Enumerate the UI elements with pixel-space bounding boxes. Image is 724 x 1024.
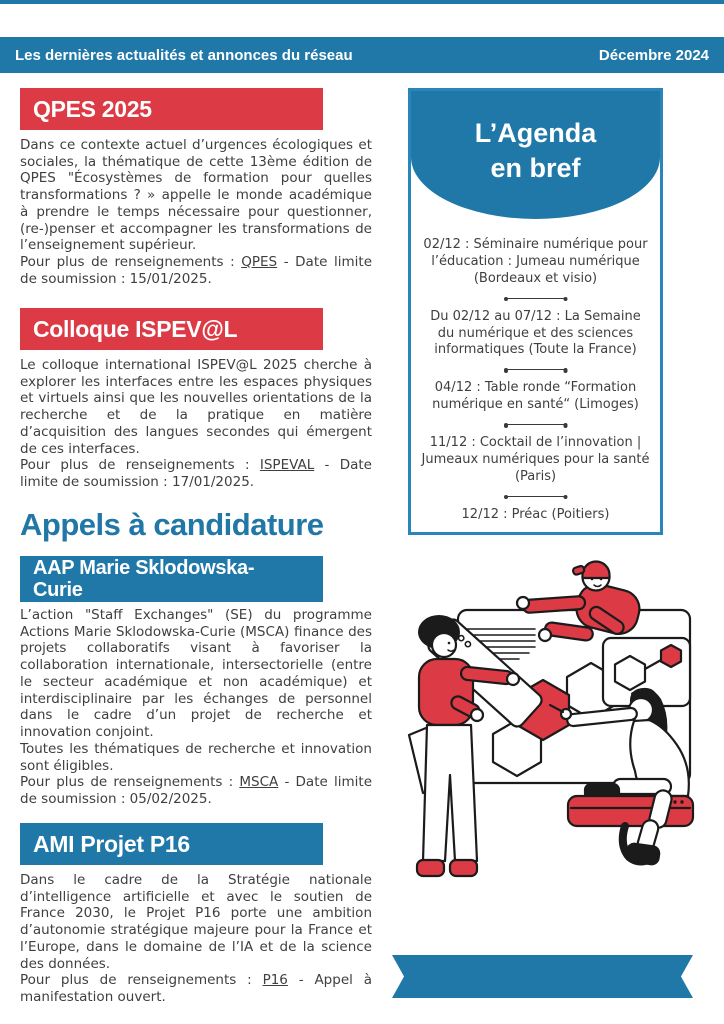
top-banner [0, 37, 724, 73]
qpes-body: Dans ce contexte actuel d’urgences écologiques et sociales, la thématique de cette 13ème édition de QPES "Écosystèmes de formation pour quelles transformations ? » appelle le monde académique à prendre le temps nécessaire pour questionner, (re-)penser et accompagner les transformations de l’enseignement supérieur. [20, 137, 372, 254]
msca-body2: Toutes les thématiques de recherche et innovation sont éligibles. [20, 740, 372, 774]
qpes-info-suffix: - Date limite de soumission : 15/01/2025. [20, 254, 373, 287]
ispeval-section-text [20, 357, 372, 491]
ispeval-link[interactable]: ISPEVAL [259, 457, 315, 474]
agenda-items [411, 219, 660, 524]
qpes-info-line [20, 254, 372, 287]
ispeval-section-banner [20, 308, 323, 350]
appels-heading: Appels à candidature [20, 507, 324, 542]
agenda-item: 12/12 : Préac (Poitiers) [461, 506, 610, 522]
agenda-item: 11/12 : Cocktail de l’innovation | Jumeaux numériques pour la santé (Paris) [421, 435, 650, 484]
qpes-section-title: QPES 2025 [33, 95, 152, 122]
agenda-item: Du 02/12 au 07/12 : La Semaine du numérique et des sciences informatiques (Toute la France) [430, 308, 641, 358]
team-collaboration-illustration [405, 543, 705, 893]
p16-section-title: AMI Projet P16 [33, 830, 190, 857]
p16-link[interactable]: P16 [262, 972, 288, 989]
qpes-section-text [20, 137, 372, 288]
agenda-divider [504, 422, 568, 427]
top-edge-strip [0, 0, 724, 4]
ispeval-info-prefix: Pour plus de renseignements : [20, 457, 260, 474]
agenda-header [411, 91, 660, 219]
qpes-link[interactable]: QPES [241, 254, 278, 271]
qpes-section-banner [20, 88, 323, 130]
bottom-ribbon [392, 955, 693, 998]
msca-info-suffix: - Date limite de soumission : 05/02/2025. [20, 774, 372, 808]
msca-section-title: AAP Marie Sklodowska-Curie [33, 556, 255, 601]
msca-info-line [20, 774, 372, 807]
agenda-box [408, 88, 663, 535]
p16-section-text [20, 872, 372, 1006]
p16-info-line [20, 972, 372, 1005]
p16-info-suffix: - Appel à manifestation ouvert. [20, 972, 372, 1006]
agenda-divider [504, 296, 568, 301]
agenda-item: 02/12 : Séminaire numérique pour l’éducation : Jumeau numérique (Bordeaux et visio) [423, 237, 648, 286]
ispeval-body: Le colloque international ISPEV@L 2025 cherche à explorer les interfaces entre les espaces physiques et virtuels ainsi que les nouvelles orientations de la recherche et de la pratique en matière d’acquisition des langues secondes qui émergent de ces interfaces. [20, 357, 372, 457]
agenda-item: 04/12 : Table ronde “Formation numérique en santé“ (Limoges) [432, 380, 639, 413]
top-banner-date: Décembre 2024 [598, 46, 709, 64]
p16-section-banner [20, 823, 323, 865]
agenda-divider [504, 367, 568, 372]
agenda-title-line2: en bref [490, 153, 581, 183]
msca-link[interactable]: MSCA [239, 774, 279, 791]
ispeval-info-line [20, 457, 372, 490]
top-banner-title: Les dernières actualités et annonces du réseau [15, 46, 353, 64]
msca-section-banner [20, 556, 323, 602]
p16-info-prefix: Pour plus de renseignements : [20, 972, 263, 989]
ispeval-info-suffix: - Date limite de soumission : 17/01/2025. [20, 457, 372, 491]
p16-body: Dans le cadre de la Stratégie nationale d’intelligence artificielle et avec le soutien de France 2030, le Projet P16 porte une ambition d’autonomie stratégique majeure pour la France et l’Europe, dans le domaine de l’IA et de la science des données. [20, 872, 372, 972]
agenda-divider [504, 494, 568, 499]
msca-section-text [20, 607, 372, 808]
qpes-info-prefix: Pour plus de renseignements : [20, 254, 242, 271]
msca-info-prefix: Pour plus de renseignements : [20, 774, 240, 791]
agenda-title-line1: L’Agenda [474, 117, 597, 148]
msca-body: L’action "Staff Exchanges" (SE) du programme Actions Marie Sklodowska-Curie (MSCA) finance des projets collaboratifs visant à favoriser la collaboration internationale, intersectorielle (entre le secteur académique et non académique) et interdisciplinaire par les échanges de personnel dans le cadre d’un projet de recherche et innovation conjoint. [20, 607, 372, 741]
ispeval-section-title: Colloque ISPEV@L [33, 315, 238, 342]
